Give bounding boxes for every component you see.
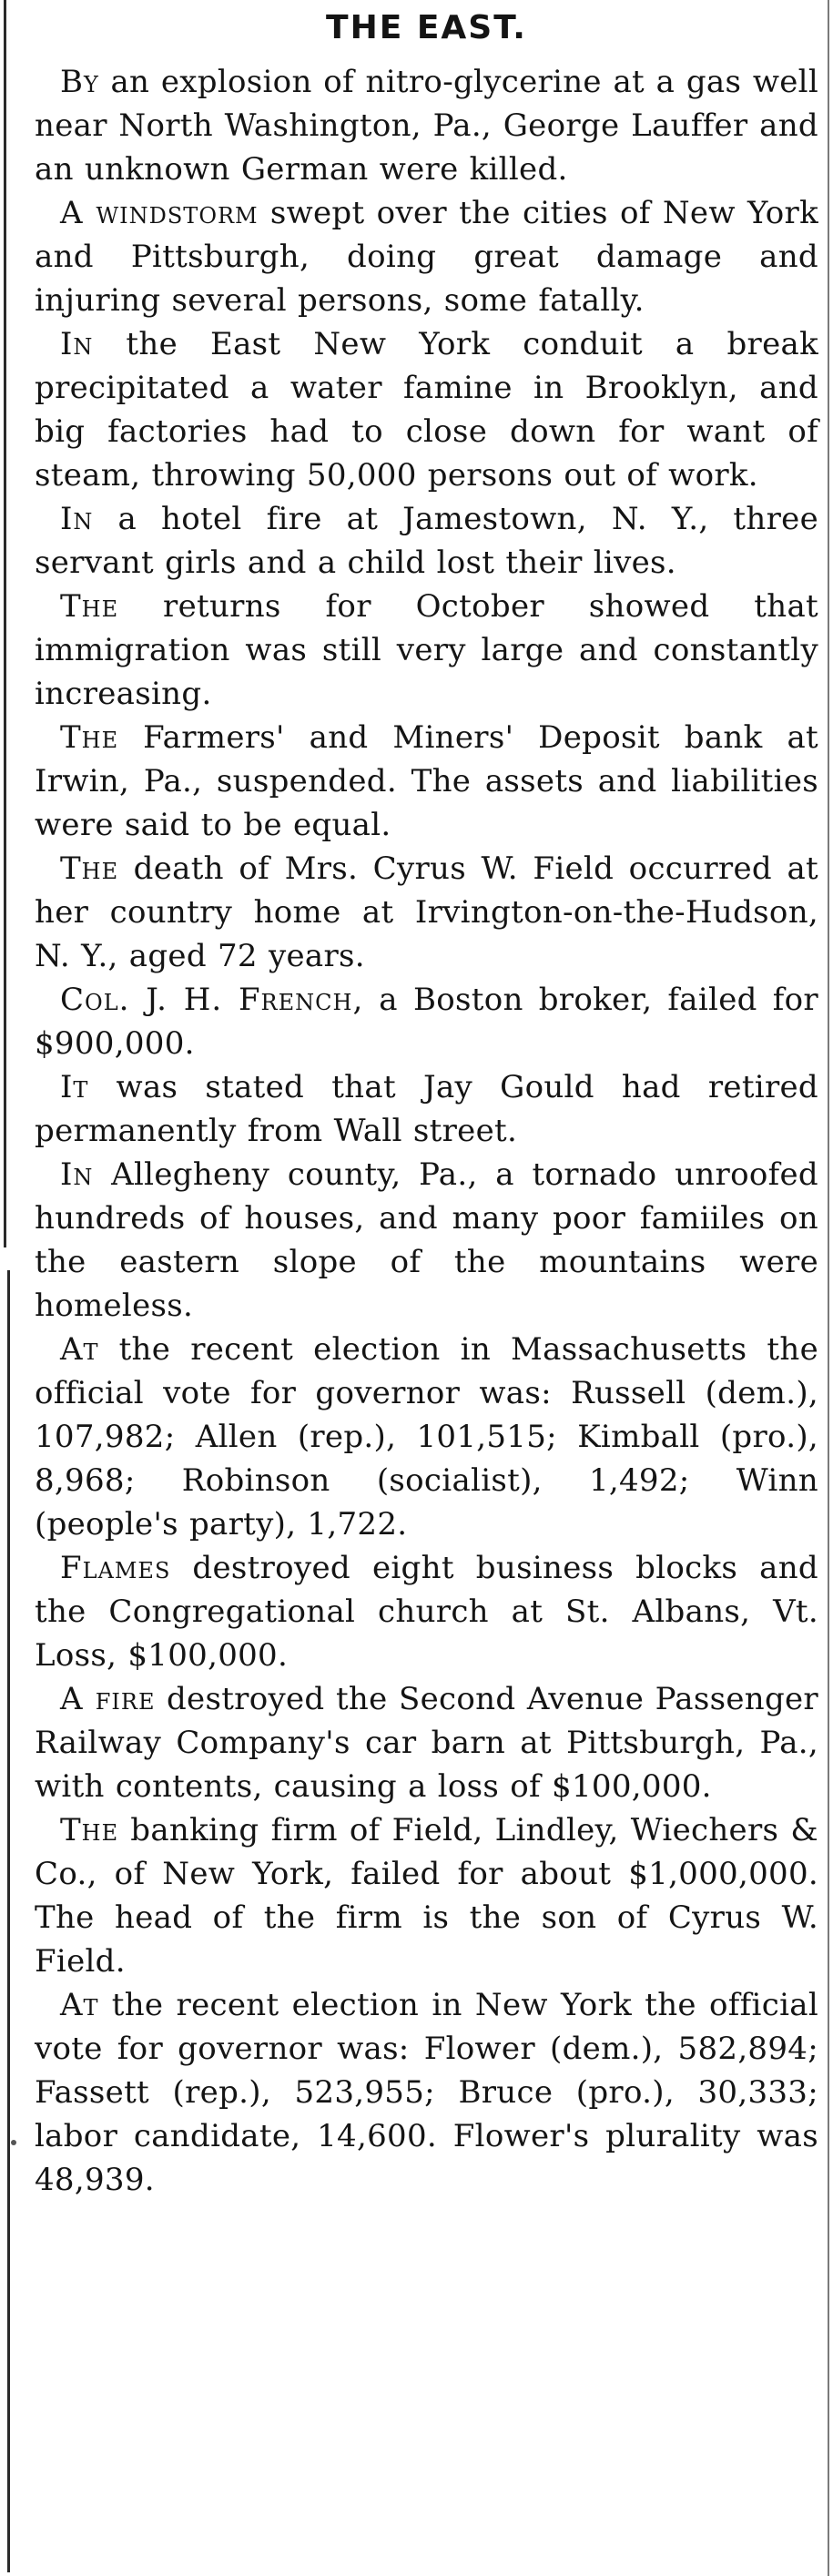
- item-lead: The: [60, 588, 119, 625]
- item-text: an explosion of nitro-glycerine at a gas well near North Washington, Pa., George Lauffer and an unknown German were killed.: [35, 64, 818, 188]
- item-text: a hotel fire at Jamestown, N. Y., three servant girls and a child lost their lives.: [35, 501, 818, 581]
- item-lead: The: [60, 719, 119, 756]
- news-item: [35, 585, 818, 716]
- item-text: returns for October showed that immigration was still very large and constantly increasing.: [35, 588, 818, 712]
- item-lead: The: [60, 850, 119, 887]
- item-lead: A fire: [60, 1681, 156, 1717]
- item-text: was stated that Jay Gould had retired permanently from Wall street.: [35, 1069, 818, 1149]
- section-title: THE EAST.: [326, 9, 527, 46]
- item-text: swept over the cities of New York and Pittsburgh, doing great damage and injuring several persons, some fatally.: [35, 195, 818, 319]
- news-column: [35, 5, 818, 2202]
- news-item: [35, 1153, 818, 1328]
- news-item: [35, 1065, 818, 1153]
- column-rule-right: [828, 0, 829, 2576]
- news-item: [35, 1546, 818, 1677]
- column-rule-left-lower: [7, 1270, 10, 2572]
- item-lead: At: [60, 1987, 99, 2023]
- item-lead: It: [60, 1069, 89, 1105]
- news-item: [35, 322, 818, 497]
- item-lead: In: [60, 501, 94, 537]
- news-item: [35, 847, 818, 978]
- item-text: destroyed the Second Avenue Passenger Railway Company's car barn at Pittsburgh, Pa., with contents, causing a loss of $100,000.: [35, 1681, 818, 1805]
- news-item: [35, 60, 818, 191]
- news-item: [35, 1983, 818, 2202]
- news-item: [35, 716, 818, 847]
- news-item: [35, 1328, 818, 1546]
- item-lead: In: [60, 326, 94, 362]
- news-item: [35, 1808, 818, 1983]
- item-text: Farmers' and Miners' Deposit bank at Irwin, Pa., suspended. The assets and liabilities were said to be equal.: [35, 719, 818, 843]
- item-lead: A windstorm: [60, 195, 259, 231]
- news-item: [35, 191, 818, 322]
- item-lead: By: [60, 64, 99, 100]
- item-text: the recent election in New York the official vote for governor was: Flower (dem.), 582,894; Fassett (rep.), 523,955; Bruce (pro.), 30,333; labor candidate, 14,600. Flower's plurality was 48,939.: [35, 1987, 818, 2198]
- item-lead: Col. J. H. French,: [60, 982, 364, 1018]
- news-item: [35, 1677, 818, 1808]
- item-text: destroyed eight business blocks and the Congregational church at St. Albans, Vt. Loss, $100,000.: [35, 1550, 818, 1674]
- item-text: the recent election in Massachusetts the official vote for governor was: Russell (dem.), 107,982; Allen (rep.), 101,515; Kimball (pro.), 8,968; Robinson (socialist), 1,492; Winn (people's party), 1,722.: [35, 1331, 818, 1543]
- item-text: banking firm of Field, Lindley, Wiechers & Co., of New York, failed for about $1,000,000. The head of the firm is the son of Cyrus W. Field.: [35, 1812, 818, 1980]
- item-lead: In: [60, 1156, 94, 1193]
- item-text: death of Mrs. Cyrus W. Field occurred at her country home at Irvington-on-the-Hudson, N. Y., aged 72 years.: [35, 850, 818, 974]
- item-text: Allegheny county, Pa., a tornado unroofed hundreds of houses, and many poor famiiles on the eastern slope of the mountains were homeless.: [35, 1156, 818, 1324]
- item-text: a Boston broker, failed for $900,000.: [35, 982, 818, 1062]
- news-item: [35, 978, 818, 1065]
- print-smudge: [11, 2140, 16, 2145]
- item-lead: Flames: [60, 1550, 171, 1586]
- column-rule-left: [4, 0, 6, 1247]
- item-lead: The: [60, 1812, 119, 1848]
- item-lead: At: [60, 1331, 99, 1368]
- news-item: [35, 497, 818, 585]
- item-text: the East New York conduit a break precipitated a water famine in Brooklyn, and big factories had to close down for want of steam, throwing 50,000 persons out of work.: [35, 326, 818, 494]
